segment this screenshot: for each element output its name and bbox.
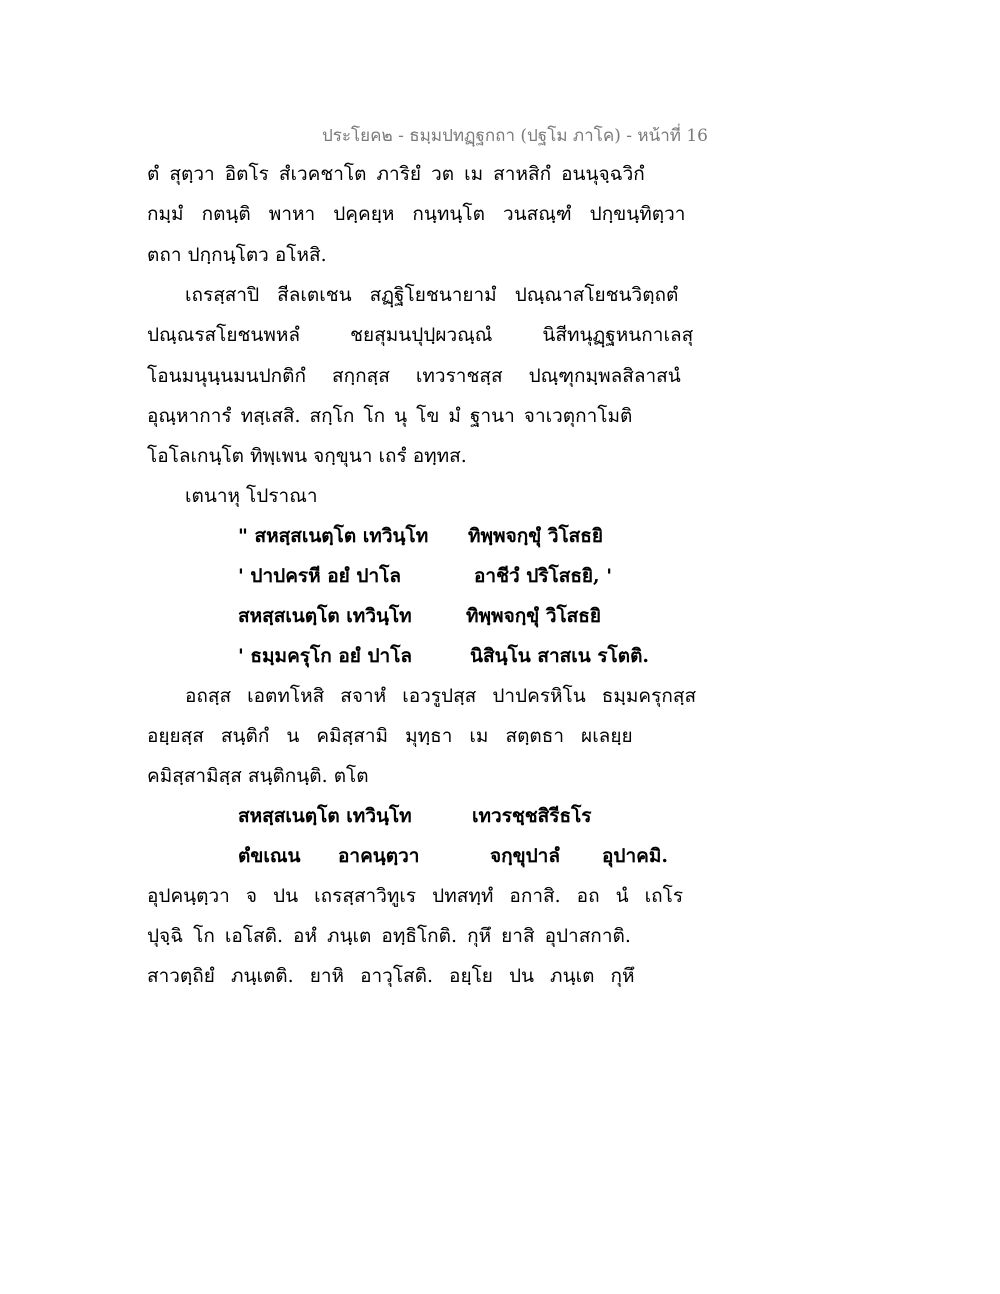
body-line: โอโลเกนฺโต ทิพฺเพน จกฺขุนา เถรํ อทฺทส.	[147, 445, 467, 467]
body-line: คมิสฺสามิสฺส สนฺติกนฺติ. ตโต	[147, 765, 369, 787]
body-line: เตนาหุ โปราณา	[185, 485, 318, 507]
verse-half-b: นิสินฺโน สาสเน รโตติ.	[470, 645, 650, 667]
body-line: ปณฺณรสโยชนพหลํ ชยสุมนปุปฺผวณฺณํ นิสีทนุฏฺฐหนกาเลสุ	[147, 324, 694, 346]
verse-half-a: ตํขเณน	[238, 845, 301, 867]
verse-half-b2: อุปาคมิ.	[602, 845, 668, 867]
body-line: ปุจฺฉิ โก เอโสติ. อหํ ภนฺเต อทฺธิโกติ. กุหึ ยาสิ อุปาสกาติ.	[147, 925, 631, 947]
verse-half-a: " สหสฺสเนตฺโต เทวินฺโท	[238, 525, 429, 547]
verse-half-b: ทิพฺพจกฺขุํ วิโสธยิ	[466, 605, 602, 627]
body-line: ตถา ปกฺกนฺโตว อโหสิ.	[147, 244, 327, 266]
body-line: อุณฺหาการํ ทสฺเสสิ. สกฺโก โก นุ โข มํ ฐานา จาเวตุกาโมติ	[147, 405, 633, 427]
body-line: ตํ สุตฺวา อิตโร สํเวคชาโต ภาริยํ วต เม สาหสิกํ อนนุจฺฉวิกํ	[147, 163, 645, 185]
verse-half-b: เทวรชฺชสิรีธโร	[472, 805, 592, 827]
verse-half-a: สหสฺสเนตฺโต เทวินฺโท	[238, 805, 412, 827]
verse-half-b: จกฺขุปาลํ	[490, 845, 560, 867]
verse-half-b: ทิพฺพจกฺขุํ วิโสธยิ	[468, 525, 604, 547]
verse-half-a: ' ธมฺมครุโก อยํ ปาโล	[238, 645, 413, 667]
verse-half-a: สหสฺสเนตฺโต เทวินฺโท	[238, 605, 412, 627]
body-line: โอนมนุนฺนมนปกติกํ สกฺกสฺส เทวราชสฺส ปณฺฑุกมฺพลสิลาสนํ	[147, 365, 681, 387]
body-line: อุปคนฺตฺวา จ ปน เถรสฺสาวิทูเร ปทสทฺทํ อกาสิ. อถ นํ เถโร	[147, 885, 684, 907]
body-line: เถรสฺสาปิ สีลเตเชน สฏฺฐิโยชนายามํ ปณฺณาสโยชนวิตฺถตํ	[185, 284, 679, 306]
body-line: อถสฺส เอตทโหสิ สจาหํ เอวรูปสฺส ปาปครหิโน ธมฺมครุกสฺส	[185, 685, 697, 707]
body-line: สาวตฺถิยํ ภนฺเตติ. ยาหิ อาวุโสติ. อยฺโย ปน ภนฺเต กุหึ	[147, 965, 635, 987]
page-header: ประโยค๒ - ธมฺมปทฏฺฐกถา (ปฐโม ภาโค) - หน้าที่ 16	[322, 126, 708, 146]
body-line: กมฺมํ กตนฺติ พาหา ปคฺคยฺห กนฺทนฺโต วนสณฺฑํ ปกฺขนฺทิตฺวา	[147, 203, 686, 225]
verse-half-b: อาชีวํ ปริโสธยิ, '	[474, 565, 613, 587]
verse-half-a2: อาคนฺตฺวา	[338, 845, 420, 867]
verse-half-a: ' ปาปครหี อยํ ปาโล	[238, 565, 402, 587]
body-line: อยฺยสฺส สนฺติกํ น คมิสฺสามิ มุทฺธา เม สตฺตธา ผเลยฺย	[147, 725, 633, 747]
